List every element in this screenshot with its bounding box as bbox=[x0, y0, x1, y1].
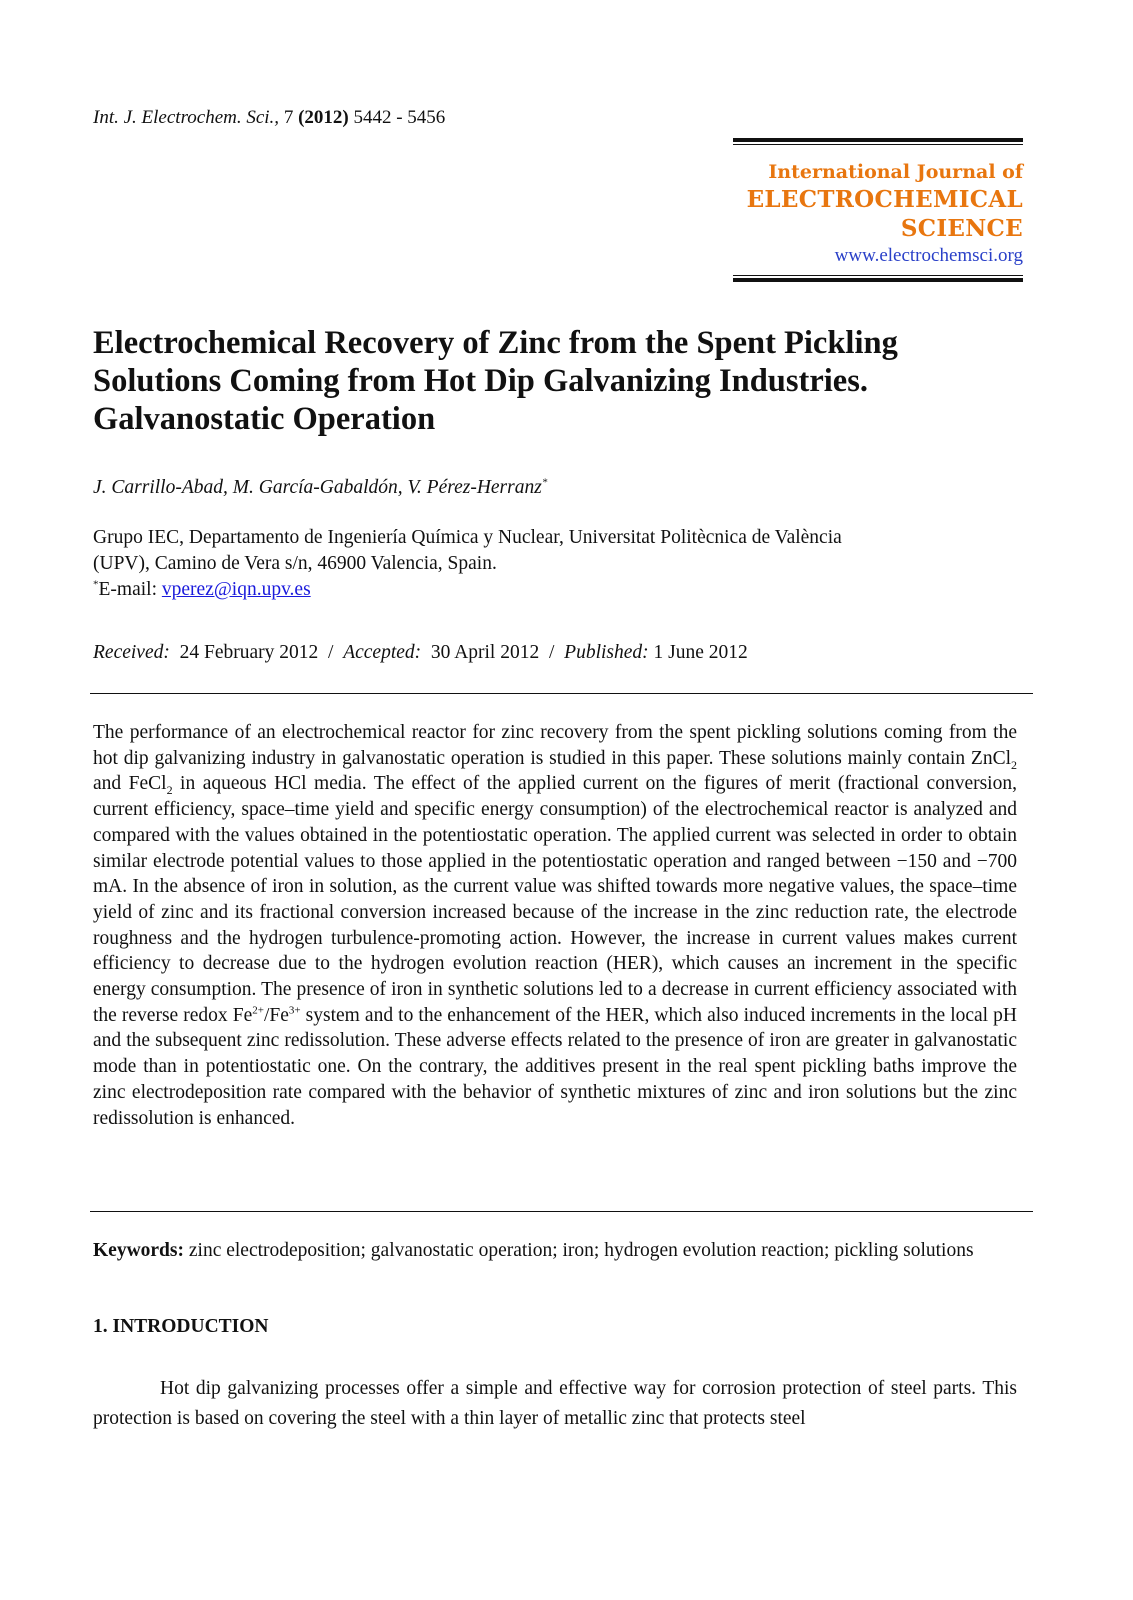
keywords bbox=[93, 1238, 1017, 1264]
author-list bbox=[93, 477, 547, 499]
journal-name-line1: International Journal of bbox=[768, 161, 1023, 183]
abstract-text-4: /Fe bbox=[263, 1004, 289, 1026]
logo-top-rule-thin bbox=[733, 144, 1023, 145]
received-date: 24 February 2012 bbox=[179, 642, 319, 663]
paper-title bbox=[93, 324, 1033, 438]
journal-name-line3: SCIENCE bbox=[900, 215, 1023, 242]
email-mark: * bbox=[93, 578, 99, 591]
journal-logo bbox=[733, 138, 1023, 282]
keywords-label: Keywords: bbox=[93, 1240, 184, 1261]
logo-top-rule bbox=[733, 138, 1023, 142]
citation-pages: 5442 - 5456 bbox=[353, 107, 446, 128]
published-date: 1 June 2012 bbox=[653, 642, 748, 663]
email-link[interactable]: vperez@iqn.upv.es bbox=[161, 579, 311, 600]
email-line bbox=[93, 577, 1033, 603]
abstract bbox=[93, 720, 1017, 1131]
authors-text: J. Carrillo-Abad, M. García-Gabaldón, V. Pérez-Herranz bbox=[93, 477, 542, 498]
published-label: Published: bbox=[564, 642, 649, 663]
affiliation-line-2: (UPV), Camino de Vera s/n, 46900 Valencia, Spain. bbox=[93, 553, 497, 574]
accepted-label: Accepted: bbox=[343, 642, 422, 663]
affiliation-line-1: Grupo IEC, Departamento de Ingeniería Química y Nuclear, Universitat Politècnica de València bbox=[93, 527, 842, 548]
abstract-sup-2: 3+ bbox=[288, 1004, 301, 1017]
title-line-2: Solutions Coming from Hot Dip Galvanizing Industries. bbox=[93, 363, 869, 399]
corresponding-author-mark: * bbox=[541, 476, 548, 489]
section-heading-introduction: 1. INTRODUCTION bbox=[93, 1316, 269, 1337]
divider-top bbox=[90, 693, 1033, 694]
logo-bottom-rule bbox=[733, 278, 1023, 282]
citation-journal: Int. J. Electrochem. Sci., bbox=[93, 107, 280, 128]
title-line-1: Electrochemical Recovery of Zinc from the Spent Pickling bbox=[93, 325, 898, 361]
logo-bottom-rule-thin bbox=[733, 275, 1023, 276]
keywords-text: zinc electrodeposition; galvanostatic operation; iron; hydrogen evolution reaction; pickling solutions bbox=[184, 1240, 974, 1261]
received-label: Received: bbox=[93, 642, 170, 663]
abstract-text-5: system and to the enhancement of the HER, which also induced increments in the local pH and the subsequent zinc redissolution. These adverse effects related to the presence of iron are greater in galvanostatic mode than in potentiostatic one. On the contrary, the additives present in the real spent pickling baths improve the zinc electrodeposition rate compared with the behavior of synthetic mixtures of zinc and iron solutions but the zinc redissolution is enhanced. bbox=[93, 1004, 1017, 1129]
abstract-text-1: The performance of an electrochemical reactor for zinc recovery from the spent pickling solutions coming from the hot dip galvanizing industry in galvanostatic operation is studied in this paper. These solutions mainly contain ZnCl bbox=[93, 722, 1017, 769]
journal-citation bbox=[93, 106, 445, 130]
abstract-sup-1: 2+ bbox=[252, 1004, 264, 1017]
accepted-date: 30 April 2012 bbox=[430, 642, 540, 663]
journal-name-line2: ELECTROCHEMICAL bbox=[746, 186, 1023, 213]
abstract-sub-2: 2 bbox=[166, 783, 173, 798]
introduction-paragraph: Hot dip galvanizing processes offer a simple and effective way for corrosion protection of steel parts. This protection is based on covering the steel with a thin layer of metallic zinc that protects steel bbox=[93, 1378, 1017, 1429]
email-label: E-mail: bbox=[98, 579, 162, 600]
abstract-text-2: and FeCl bbox=[93, 773, 167, 795]
affiliation bbox=[93, 525, 1033, 603]
abstract-text-3: in aqueous HCl media. The effect of the applied current on the figures of merit (fractional conversion, current efficiency, space–time yield and specific energy consumption) of the electrochemical reactor is analyzed and compared with the values obtained in the potentiostatic operation. The applied current was selected in order to obtain similar electrode potential values to those applied in the potentiostatic operation and ranged between −150 and −700 mA. In the absence of iron in solution, as the current value was shifted towards more negative values, the space–time yield of zinc and its fractional conversion increased because of the increase in the zinc reduction rate, the electrode roughness and the hydrogen turbulence-promoting action. However, the increase in current values makes current efficiency to decrease due to the hydrogen evolution reaction (HER), which causes an increment in the specific energy consumption. The presence of iron in synthetic solutions led to a decrease in current efficiency associated with the reverse redox Fe bbox=[93, 773, 1017, 1026]
citation-volume: 7 bbox=[283, 107, 294, 128]
divider-bottom bbox=[90, 1211, 1033, 1212]
journal-url[interactable]: www.electrochemsci.org bbox=[834, 245, 1023, 266]
citation-year: (2012) bbox=[298, 107, 349, 128]
title-line-3: Galvanostatic Operation bbox=[93, 401, 436, 437]
abstract-sub-1: 2 bbox=[1011, 757, 1017, 772]
publication-dates: Received: 24 February 2012 / Accepted: 30 April 2012 / Published: 1 June 2012 bbox=[93, 642, 748, 663]
